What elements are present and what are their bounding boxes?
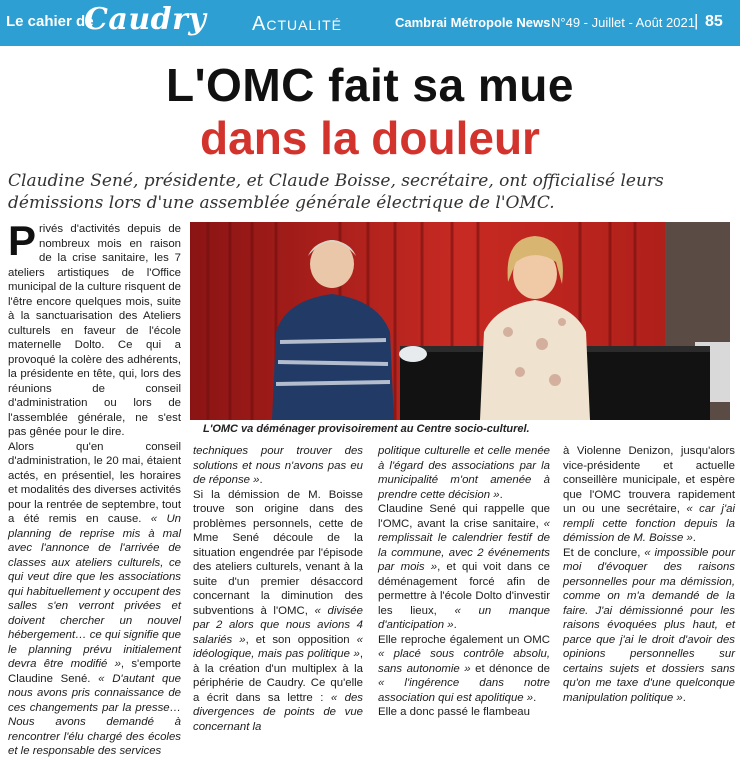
paragraph: , et qui voit dans ce déménagement forcé afin de permettre à l'école Dolto d'investir les lieux,	[378, 561, 550, 617]
paragraph: Claudine Sené qui rappelle que l'OMC, avant la crise sanitaire,	[378, 503, 550, 530]
quote: « un manque d'anticipation »	[378, 604, 551, 631]
paragraph: Alors qu'en conseil d'administration, le 20 mai, étaient actés, en présentiel, les horaires et modalités des diverses activités pour la rentrée de septembre, tout a été remis en cause.	[8, 440, 181, 525]
quote: « D'autant que nous avons pris connaissance de ces changements par la presse… Nous avons demandé à rencontrer l'élu chargé des écoles et le responsable des services	[8, 672, 181, 757]
drop-cap: P	[8, 217, 37, 264]
paragraph: Si la démission de M. Boisse trouve son origine dans des problèmes personnels, cette de Mme Sené découle de la situation engendrée par l'épisode des ateliers culturels, venant à la suite d'un premier désaccord concernant la diminution des subventions à l'OMC,	[193, 488, 363, 617]
article-column-3	[378, 444, 550, 720]
quote: « remplissait le calendrier festif de la commune, avec 2 événements par mois »	[378, 517, 550, 573]
paragraph: Et de conclure,	[563, 546, 645, 559]
publication-name: Cambrai Métropole News	[395, 15, 551, 30]
quote: « Un planning de reprise mis à mal avec l'annonce de l'arrivée de classes aux ateliers culturels, ce qui veut dire que les associations qui habituellement y occupent des salles s'en verront privées et doivent chercher un nouvel hébergement… ce qui signifie que le planning prévu initialement devra être modifié »	[8, 513, 182, 670]
quote: « placé sous contrôle absolu, sans autonomie »	[378, 648, 550, 675]
paragraph: , s'emporte Claudine Sené.	[8, 658, 181, 685]
quote: « impossible pour moi d'évoquer des raisons personnelles pour ma démission, comme on m'a demandé de la faire. J'ai démissionné pour les raisons évoquées plus haut, et parce que j'ai le droit d'avoir des opinions personnelles sur certains sujets et dossiers sans qu'on me taxe d'une quelconque manipulation politique »	[563, 546, 735, 704]
paragraph: et dénonce de	[470, 662, 550, 675]
paragraph: Elle a donc passé le flambeau	[378, 706, 530, 718]
paragraph: .	[259, 474, 263, 486]
quote: techniques pour trouver des solutions et nous n'avons pas eu de réponse »	[193, 445, 363, 486]
quote: « des divergences de points de vue concernant la	[193, 691, 363, 733]
article-lede: Claudine Sené, présidente, et Claude Boisse, secrétaire, ont officialisé leurs démissions lors d'une assemblée générale électrique de l'OMC.	[8, 171, 664, 213]
paragraph: .	[499, 488, 503, 501]
paragraph: .	[682, 691, 686, 704]
issue-info: N°49 - Juillet - Août 2021	[551, 15, 695, 30]
paragraph: , et son opposition	[245, 633, 357, 646]
photo-caption: L'OMC va déménager provisoirement au Centre socio-culturel.	[203, 423, 530, 435]
paragraph: , à la création d'un multiplex à la périphérie de Caudry. Ce qu'elle a écrit dans sa lettre :	[193, 648, 363, 704]
article-photo	[190, 222, 730, 420]
article-column-1	[8, 217, 182, 759]
quote: politique culturelle et celle menée à l'égard des associations par la municipalité m'ont amenée à prendre cette décision »	[378, 445, 550, 501]
page-header	[0, 0, 740, 46]
quote: « car j'ai rempli cette fonction depuis la démission de M. Boisse »	[563, 503, 736, 544]
section-label: Le cahier de	[6, 13, 94, 30]
quote: « divisée par 2 alors que nous avions 4 salariés »	[193, 604, 363, 646]
paragraph: .	[453, 619, 457, 631]
caudry-logo: Caudry	[84, 2, 207, 37]
quote: « l'ingérence dans notre association qui est apolitique »	[378, 677, 550, 704]
section-title: Actualité	[252, 13, 343, 35]
paragraph: à Violenne Denizon, jusqu'alors vice-présidente et actuelle conseillère municipale, et espère que l'OMC trouvera rapidement un ou une secrétaire,	[563, 445, 735, 515]
article-column-4	[563, 444, 735, 705]
headline-line-2: dans la douleur	[200, 112, 540, 164]
paragraph: rivés d'activités depuis de nombreux mois en raison de la crise sanitaire, les 7 ateliers artistiques de l'Office municipal de la culture risquent de l'être encore quelques mois, suite à la sanctuarisation des Ateliers culturels en faveur de l'école maternelle Dolto. Ce qui a provoqué la colère des adhérents, la présidente en tête, qui, lors des réunions de conseil d'administration ou lors de l'assemblée générale, ne s'est pas gênée pour le dire.	[8, 223, 181, 438]
paragraph: Elle reproche également un OMC	[378, 633, 550, 646]
header-separator: |	[694, 11, 699, 30]
page-number: 85	[705, 13, 723, 30]
quote: « idéologique, mais pas politique »	[193, 633, 363, 660]
paragraph: .	[533, 691, 537, 704]
headline-line-1: L'OMC fait sa mue	[166, 59, 574, 111]
paragraph: .	[692, 532, 696, 544]
article-column-2	[193, 444, 363, 734]
